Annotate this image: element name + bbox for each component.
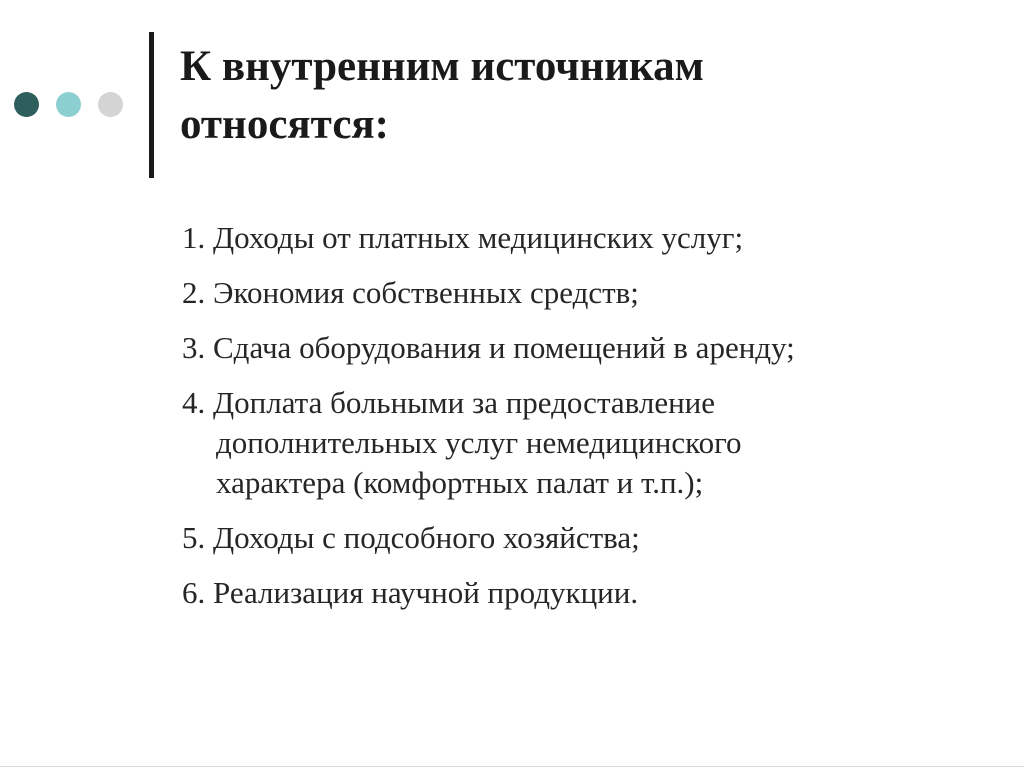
- list-item-continuation: дополнительных услуг немедицинского: [216, 425, 742, 460]
- sources-list: [182, 218, 1002, 628]
- list-item: [182, 518, 1002, 558]
- slide-title-line-1: К внутренним источникам: [180, 43, 704, 90]
- list-item-text: 4. Доплата больными за предоставление: [182, 385, 716, 420]
- dot-dark-teal: [14, 92, 39, 117]
- slide-decor-dots: [14, 92, 123, 117]
- slide-title-line-2: относятся:: [180, 101, 389, 148]
- list-item-text: 2. Экономия собственных средств;: [182, 275, 639, 310]
- slide-title: [180, 38, 980, 154]
- list-item-text: 5. Доходы с подсобного хозяйства;: [182, 520, 640, 555]
- list-item: [182, 573, 1002, 613]
- list-item: [182, 328, 1002, 368]
- list-item-text: 1. Доходы от платных медицинских услуг;: [182, 220, 744, 255]
- title-divider-line: [149, 32, 154, 178]
- list-item-text: 3. Сдача оборудования и помещений в аренду;: [182, 330, 795, 365]
- dot-gray: [98, 92, 123, 117]
- list-item: [182, 218, 1002, 258]
- list-item-continuation: характера (комфортных палат и т.п.);: [216, 465, 704, 500]
- list-item: [182, 273, 1002, 313]
- list-item-text: 6. Реализация научной продукции.: [182, 575, 639, 610]
- list-item: [182, 383, 1002, 503]
- dot-light-teal: [56, 92, 81, 117]
